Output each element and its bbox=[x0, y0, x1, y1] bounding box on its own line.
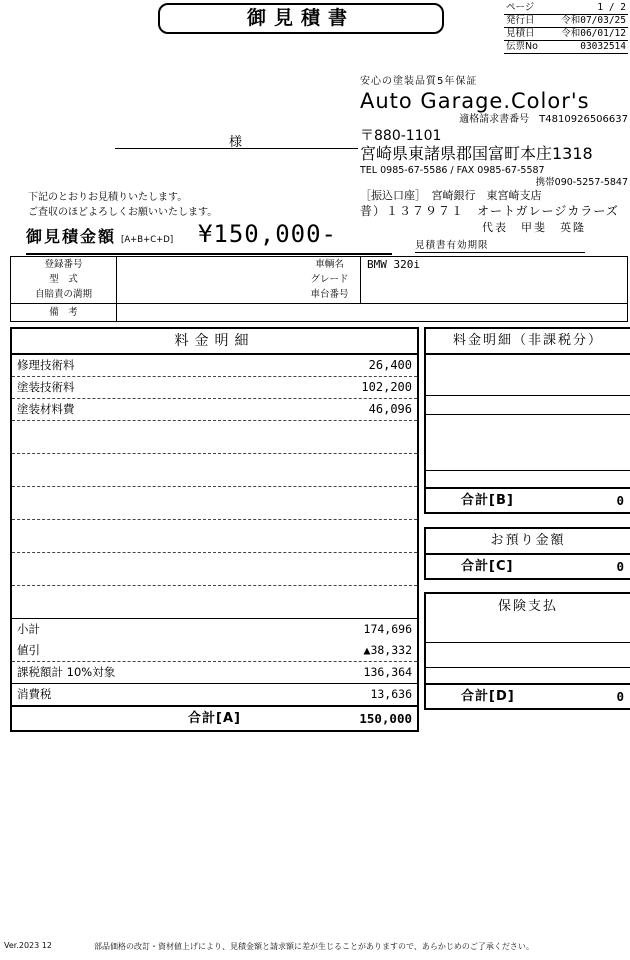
vehicle-left-labels bbox=[11, 257, 117, 303]
document-footer bbox=[4, 941, 626, 952]
company-tel-fax: TEL 0985-67-5586 / FAX 0985-67-5587 bbox=[360, 164, 545, 176]
issue-date-row bbox=[504, 15, 628, 28]
empty-row bbox=[12, 553, 417, 586]
bank-account-line1: ［振込口座］ 宮崎銀行 東宮崎支店 bbox=[360, 189, 542, 203]
page-info-table bbox=[504, 2, 628, 54]
total-c-value: 0 bbox=[616, 559, 624, 574]
table-row bbox=[12, 377, 417, 399]
total-a-label: 合計[A] bbox=[188, 711, 241, 726]
total-d-label: 合計[D] bbox=[461, 689, 515, 704]
greeting-text bbox=[28, 191, 217, 220]
vehicle-right-labels bbox=[301, 257, 358, 302]
fee-detail-table bbox=[10, 327, 419, 732]
fee-row-label: 塗装材料費 bbox=[17, 402, 75, 416]
slip-number-value: 03032514 bbox=[580, 41, 626, 52]
consumption-tax-value: 13,636 bbox=[370, 687, 412, 701]
discount-row bbox=[12, 640, 417, 662]
subtotal-value: 174,696 bbox=[363, 622, 412, 636]
estimate-date-label: 見積日 bbox=[506, 28, 535, 39]
total-a-row bbox=[12, 705, 417, 730]
company-name: Auto Garage.Color's bbox=[360, 88, 590, 113]
fee-row-label: 塗装技術料 bbox=[17, 380, 75, 394]
empty-row bbox=[426, 396, 630, 415]
empty-row bbox=[426, 643, 630, 668]
total-c-label: 合計[C] bbox=[461, 559, 514, 574]
discount-label: 値引 bbox=[17, 643, 40, 657]
insurance-table-title: 保険支払 bbox=[426, 594, 630, 643]
grade-label: グレード bbox=[310, 274, 349, 285]
discount-value: ▲38,332 bbox=[363, 643, 412, 657]
consumption-tax-label: 消費税 bbox=[17, 687, 52, 701]
company-slogan: 安心の塗装品質5年保証 bbox=[360, 76, 478, 87]
taxable-amount-label: 課税額計 10%対象 bbox=[17, 665, 116, 679]
empty-row bbox=[426, 668, 630, 683]
vehicle-remarks-row bbox=[11, 303, 627, 321]
estimate-amount-label: 御見積金額 bbox=[26, 227, 117, 246]
empty-row bbox=[12, 487, 417, 520]
estimate-date-value: 令和06/01/12 bbox=[561, 28, 626, 39]
empty-row bbox=[426, 415, 630, 471]
page-number-value: 1 / 2 bbox=[597, 2, 626, 13]
customer-name-line bbox=[115, 131, 358, 149]
empty-row bbox=[12, 454, 417, 487]
taxable-amount-value: 136,364 bbox=[363, 665, 412, 679]
greeting-line1: 下記のとおりお見積りいたします。 bbox=[28, 192, 188, 203]
subtotal-row bbox=[12, 619, 417, 640]
company-address: 宮崎県東諸県郡国富町本庄1318 bbox=[360, 144, 593, 164]
slip-number-row bbox=[504, 41, 628, 54]
vehicle-info-table bbox=[10, 256, 628, 322]
total-b-label: 合計[B] bbox=[461, 493, 514, 508]
total-b-value: 0 bbox=[616, 493, 624, 508]
empty-row bbox=[426, 471, 630, 487]
estimate-validity-label: 見積書有効期限 bbox=[415, 241, 585, 254]
fee-row-value: 46,096 bbox=[368, 402, 412, 416]
total-b-row bbox=[426, 487, 630, 512]
disclaimer-note: 部品価格の改訂・資材値上げにより、見積金額と請求額に差が生じることがありますので、あらかじめのご了承ください。 bbox=[94, 942, 534, 951]
vehicle-name-label: 車輌名 bbox=[315, 259, 344, 270]
page-title: 御見積書 bbox=[246, 7, 355, 29]
customer-honorific: 様 bbox=[228, 135, 244, 150]
greeting-line2: ご査収のほどよろしくお願いいたします。 bbox=[28, 206, 218, 218]
bank-account-line2: 普）１３７９７１ オートガレージカラーズ bbox=[360, 204, 619, 219]
total-a-value: 150,000 bbox=[359, 711, 412, 726]
total-c-row bbox=[426, 555, 630, 578]
invoice-registration-number: 適格請求書番号 T4810926506637 bbox=[459, 113, 628, 125]
table-row bbox=[12, 355, 417, 377]
company-postal-code: 〒880-1101 bbox=[360, 128, 442, 145]
model-code-label: 型 式 bbox=[49, 274, 78, 285]
fee-table-title: 料金明細 bbox=[12, 329, 417, 355]
fee-row-value: 26,400 bbox=[368, 358, 412, 372]
vehicle-table-divider bbox=[360, 257, 361, 303]
table-row bbox=[12, 399, 417, 421]
estimate-amount-formula: [A+B+C+D] bbox=[121, 235, 174, 245]
remarks-label: 備 考 bbox=[11, 304, 117, 321]
estimate-date-row bbox=[504, 28, 628, 41]
total-d-value: 0 bbox=[616, 689, 624, 704]
fee-row-value: 102,200 bbox=[361, 380, 412, 394]
issue-date-label: 発行日 bbox=[506, 15, 535, 26]
subtotal-label: 小計 bbox=[17, 622, 40, 636]
deposit-table-title: お預り金額 bbox=[426, 529, 630, 555]
company-representative: 代表 甲斐 英隆 bbox=[482, 220, 586, 234]
company-mobile: 携帯090-5257-5847 bbox=[535, 176, 628, 188]
consumption-tax-row bbox=[12, 684, 417, 705]
version-label: Ver.2023 12 bbox=[4, 941, 52, 950]
estimate-amount-value: ¥150,000- bbox=[197, 220, 337, 248]
nontax-fee-table bbox=[424, 327, 630, 514]
insurance-table bbox=[424, 592, 630, 710]
company-block bbox=[360, 76, 628, 253]
registration-number-label: 登録番号 bbox=[44, 259, 83, 270]
insurance-expiry-label: 自賠責の満期 bbox=[34, 289, 92, 300]
chassis-number-label: 車台番号 bbox=[310, 289, 349, 300]
empty-row bbox=[426, 355, 630, 396]
slip-number-label: 伝票No bbox=[506, 41, 538, 52]
issue-date-value: 令和07/03/25 bbox=[561, 15, 626, 26]
empty-row bbox=[12, 586, 417, 619]
page-number-label: ページ bbox=[506, 2, 535, 13]
total-d-row bbox=[426, 683, 630, 708]
deposit-table bbox=[424, 527, 630, 580]
empty-row bbox=[12, 520, 417, 553]
vehicle-name-value: BMW 320i bbox=[367, 258, 420, 271]
empty-row bbox=[12, 421, 417, 454]
page-number-row bbox=[504, 2, 628, 15]
taxable-amount-row bbox=[12, 662, 417, 684]
document-title-box bbox=[158, 3, 444, 34]
estimate-amount-row bbox=[26, 220, 392, 255]
fee-row-label: 修理技術料 bbox=[17, 358, 75, 372]
nontax-table-title: 料金明細（非課税分） bbox=[426, 329, 630, 355]
